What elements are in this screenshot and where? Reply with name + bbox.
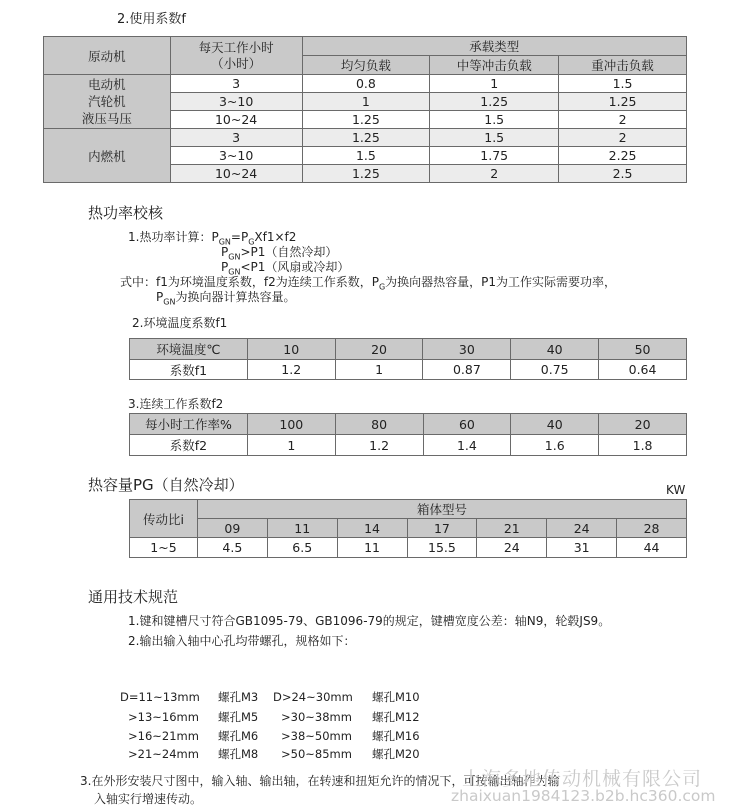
group-electric-motor: 电动机 汽轮机 液压马压 [44, 75, 171, 129]
table-cell: 2.5 [559, 165, 687, 183]
formula-definition-line1: 式中：f1为环境温度系数，f2为连续工作系数，$P_G$为换向器热容量，P1为工作实际需要功率， [120, 275, 617, 292]
table-cell: 1.25 [302, 129, 430, 147]
table-cell: 2 [430, 165, 559, 183]
table-cell: 4.5 [197, 538, 267, 558]
table-cell: 1.25 [430, 93, 559, 111]
header-ambient-temp: 环境温度℃ [130, 339, 248, 360]
table-cell: 2 [559, 129, 687, 147]
table-cell: 1.25 [302, 165, 430, 183]
table-cell: 40 [511, 339, 599, 360]
table-cell: 6.5 [267, 538, 337, 558]
row-label-f1: 系数f1 [130, 360, 248, 380]
table-cell: 1.6 [511, 435, 599, 456]
heat-capacity-table [129, 499, 687, 558]
section-title-heat-capacity: 热容量PG（自然冷却） [88, 476, 244, 494]
table-cell: 2 [559, 111, 687, 129]
table-cell: 21 [477, 519, 547, 538]
table-cell: 1.2 [247, 360, 335, 380]
table-cell: 60 [423, 414, 511, 435]
section-title-f2: 3.连续工作系数f2 [128, 397, 224, 411]
formula-definition-line2: $P_{GN}$为换向器计算热容量。 [156, 290, 296, 307]
table-cell: 14 [337, 519, 407, 538]
table-cell: 1.75 [430, 147, 559, 165]
table-cell: 1.4 [423, 435, 511, 456]
ambient-temp-table [129, 338, 687, 380]
table-cell: 24 [547, 519, 617, 538]
spec-speed-up-line1: 3.在外形安装尺寸图中，输入轴、输出轴，在转速和扭矩允许的情况下，可按输出轴作为输 [80, 774, 560, 788]
table-cell: 3~10 [170, 93, 302, 111]
table-cell: 20 [599, 414, 687, 435]
header-housing-model: 箱体型号 [197, 500, 686, 519]
table-cell: 1.8 [599, 435, 687, 456]
table-cell: 3 [170, 129, 302, 147]
spec-speed-up-line2: 入轴实行增速传动。 [94, 792, 203, 806]
table-cell: 17 [407, 519, 477, 538]
table-cell: 24 [477, 538, 547, 558]
spec-key-standard: 1.键和键槽尺寸符合GB1095-79、GB1096-79的规定，键槽宽度公差：轴N9，轮毂JS9。 [128, 614, 611, 628]
watermark-company: 上海多地传动机械有限公司 [462, 768, 703, 790]
table-cell: 1.5 [430, 129, 559, 147]
table-cell: 1.25 [559, 93, 687, 111]
section-title-f1: 2.环境温度系数f1 [132, 316, 228, 330]
table-cell: 1 [430, 75, 559, 93]
table-cell: 10~24 [170, 111, 302, 129]
table-cell: 3~10 [170, 147, 302, 165]
spec-row-2: >13~16mm 螺孔M5 >30~38mm 螺孔M12 [128, 710, 420, 724]
table-cell: 0.64 [599, 360, 687, 380]
spec-row-4: >21~24mm 螺孔M8 >50~85mm 螺孔M20 [128, 747, 420, 761]
table-cell: 11 [267, 519, 337, 538]
header-ratio: 传动比i [130, 500, 198, 538]
table-cell: 44 [617, 538, 687, 558]
table-cell: 1 [302, 93, 430, 111]
table-cell: 31 [547, 538, 617, 558]
table-cell: 10 [247, 339, 335, 360]
table-cell: 11 [337, 538, 407, 558]
table-cell: 15.5 [407, 538, 477, 558]
table-cell: 1 [247, 435, 335, 456]
table-cell: 28 [617, 519, 687, 538]
header-load-type: 承载类型 [302, 37, 687, 56]
spec-row-3: >16~21mm 螺孔M6 >38~50mm 螺孔M16 [128, 729, 420, 743]
table-cell: 1.5 [559, 75, 687, 93]
table-cell: 20 [335, 339, 423, 360]
unit-label: KW [666, 483, 686, 497]
table-cell: 0.87 [423, 360, 511, 380]
spec-center-hole: 2.输出输入轴中心孔均带螺孔，规格如下： [128, 634, 356, 648]
table-cell: 0.75 [511, 360, 599, 380]
section-title-usage-factor: 2.使用系数f [117, 12, 186, 27]
header-hours-per-day: 每天工作小时 （小时） [170, 37, 302, 75]
table-cell: 80 [335, 414, 423, 435]
table-cell: 1.25 [302, 111, 430, 129]
header-uniform-load: 均匀负载 [302, 56, 430, 75]
header-medium-shock-load: 中等冲击负载 [430, 56, 559, 75]
table-cell: 30 [423, 339, 511, 360]
table-cell: 1 [335, 360, 423, 380]
table-cell: 50 [599, 339, 687, 360]
table-cell: 1.5 [302, 147, 430, 165]
table-cell: 100 [247, 414, 335, 435]
table-cell: 1.5 [430, 111, 559, 129]
table-cell: 40 [511, 414, 599, 435]
section-title-thermal-power: 热功率校核 [88, 204, 164, 222]
calc-label: 1.热功率计算： [128, 230, 212, 244]
table-cell: 0.8 [302, 75, 430, 93]
thermal-calc-line: 1.热功率计算：$P_{GN}=P_GXf1\times f2$ [128, 230, 297, 247]
usage-factor-table [43, 36, 687, 183]
watermark-site: zhaixuan1984123.b2b.hc360.com [451, 787, 716, 805]
group-internal-combustion: 内燃机 [44, 129, 171, 183]
header-hourly-work-rate: 每小时工作率% [130, 414, 248, 435]
table-cell: 09 [197, 519, 267, 538]
row-label-f2: 系数f2 [130, 435, 248, 456]
header-prime-mover: 原动机 [44, 37, 171, 75]
header-heavy-shock-load: 重冲击负载 [559, 56, 687, 75]
table-cell: 10~24 [170, 165, 302, 183]
table-cell: 1.2 [335, 435, 423, 456]
spec-row-1: D=11~13mm 螺孔M3 D>24~30mm 螺孔M10 [120, 690, 420, 704]
row-label-ratio: 1~5 [130, 538, 198, 558]
section-title-tech-spec: 通用技术规范 [88, 588, 179, 606]
table-cell: 3 [170, 75, 302, 93]
thermal-fan-cooling: $P_{GN}<P1$（风扇或冷却） [221, 260, 350, 277]
table-cell: 2.25 [559, 147, 687, 165]
thermal-natural-cooling: $P_{GN}>P1$（自然冷却） [221, 245, 338, 262]
continuous-work-table [129, 413, 687, 456]
